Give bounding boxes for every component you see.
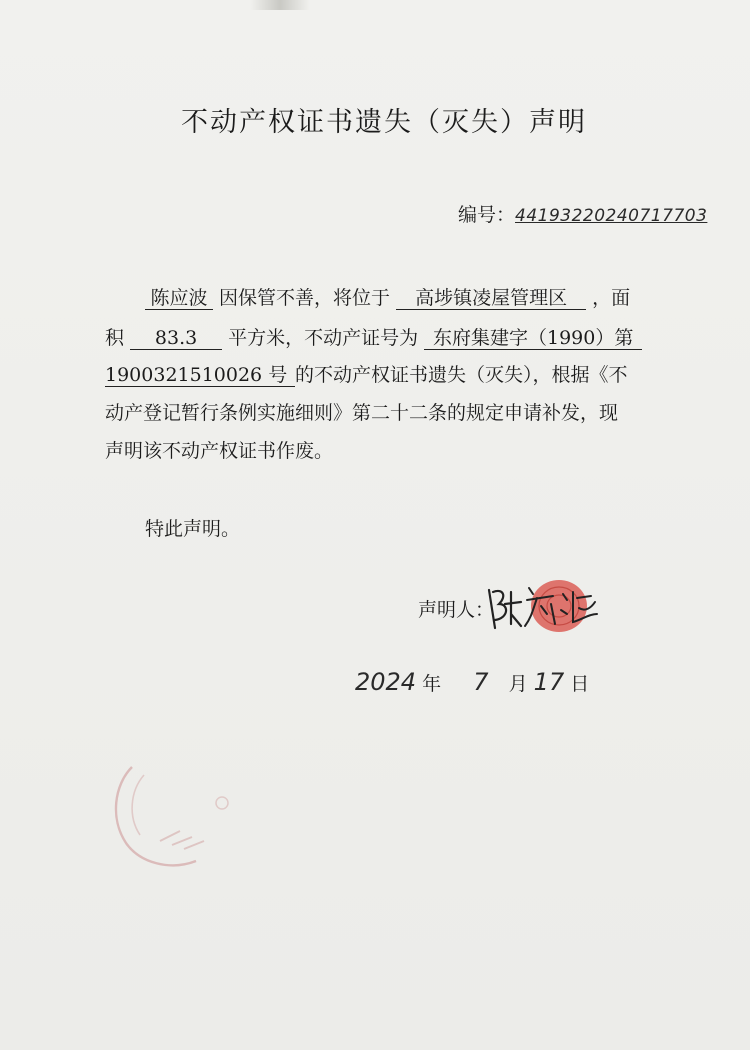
- text-4: 平方米，不动产证号为: [228, 327, 419, 349]
- date-year: 2024: [355, 668, 417, 696]
- statement-line-1: [105, 283, 685, 310]
- text-5: 的不动产权证书遗失（灭失），根据《不: [295, 364, 628, 386]
- certificate-number-b: 1900321510026 号: [105, 365, 295, 387]
- number-value: 44193220240717703: [515, 206, 708, 226]
- signature-date: [355, 668, 589, 696]
- statement-line-4: [105, 398, 645, 425]
- certificate-number-a: 东府集建字（1990）第: [424, 328, 642, 350]
- text-7: 声明该不动产权证书作废。: [105, 440, 334, 462]
- owner-name: 陈应波: [145, 288, 213, 310]
- text-6: 动产登记暂行条例实施细则》第二十二条的规定申请补发，现: [105, 402, 619, 424]
- property-location: 高埗镇凌屋管理区: [396, 288, 586, 310]
- closing-text: 特此声明。: [145, 518, 241, 540]
- text-3: 积: [105, 327, 125, 349]
- number-label: 编号：: [458, 204, 516, 226]
- statement-line-3: [105, 360, 645, 387]
- scan-mark: [250, 0, 310, 10]
- statement-line-5: [105, 436, 645, 463]
- document-number: [458, 200, 707, 227]
- property-area: 83.3: [130, 328, 222, 350]
- date-day: 17: [533, 668, 565, 696]
- statement-line-2: [105, 323, 645, 350]
- date-month: 7: [473, 668, 489, 696]
- document-title: 不动产权证书遗失（灭失）声明: [181, 107, 587, 138]
- date-year-unit: 年: [422, 673, 442, 695]
- text-1: 因保管不善，将位于: [219, 287, 391, 309]
- handwritten-signature: [481, 574, 601, 634]
- date-month-unit: 月: [508, 673, 528, 695]
- faded-seal-stamp: [100, 745, 250, 875]
- text-2: ，面: [592, 287, 631, 309]
- declarant-label: 声明人：: [418, 599, 495, 621]
- closing-line: [105, 514, 685, 541]
- date-day-unit: 日: [570, 673, 590, 695]
